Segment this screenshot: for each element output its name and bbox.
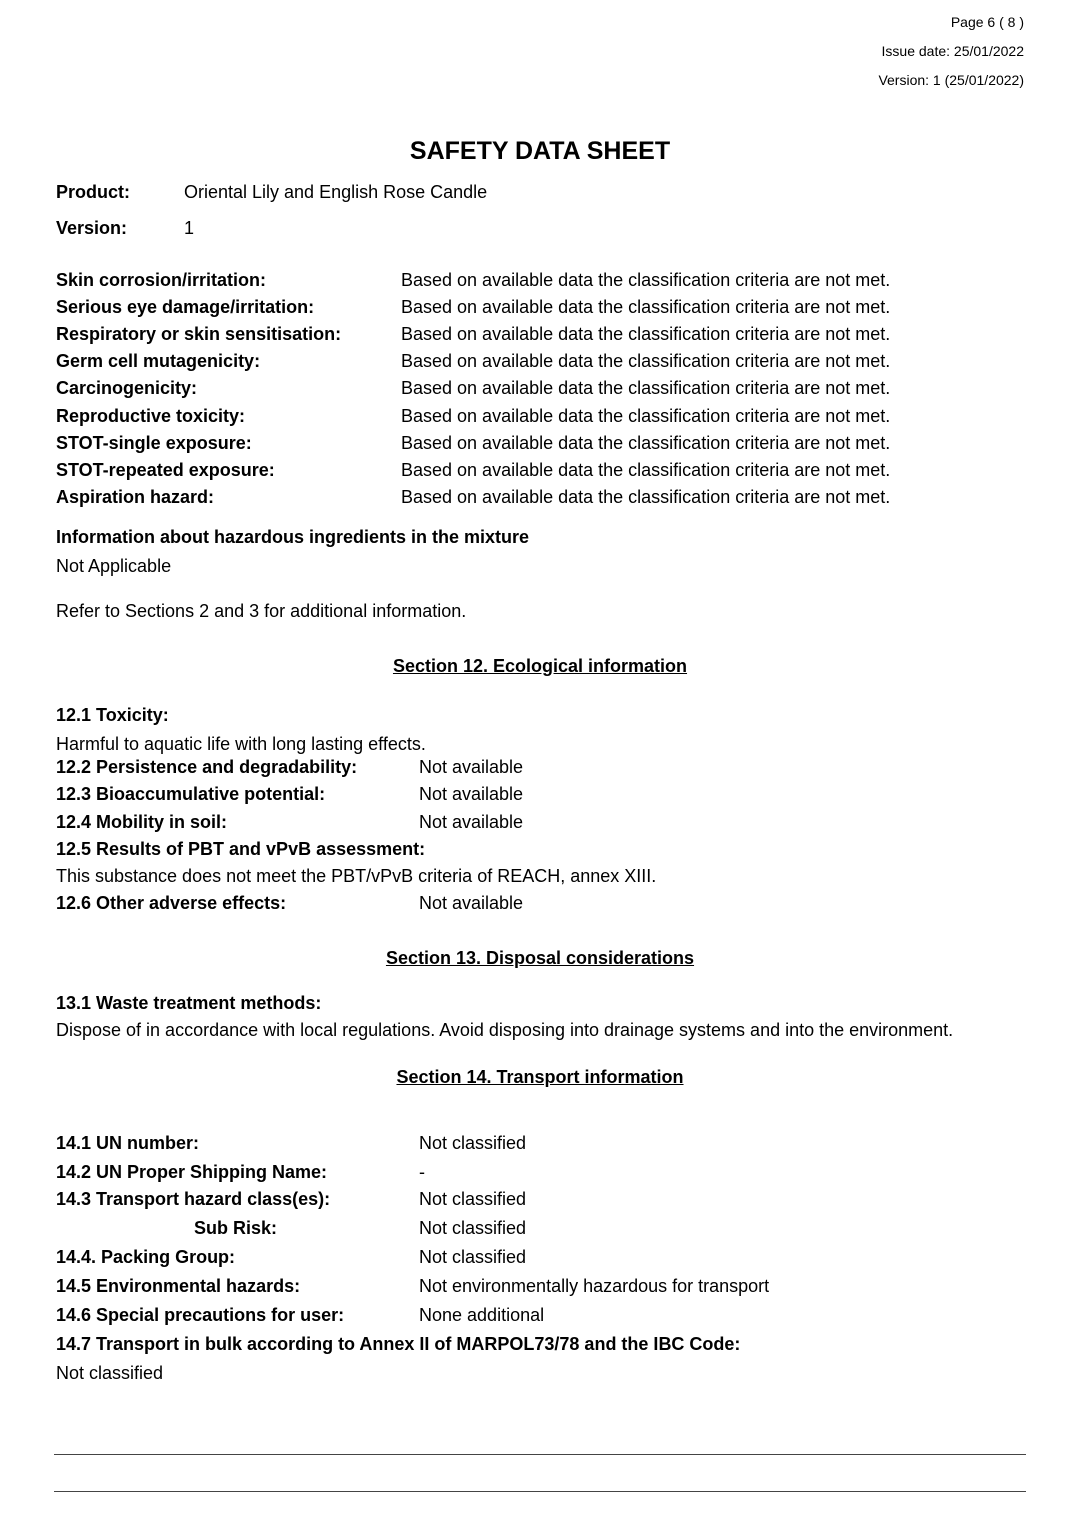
other-effects-value: Not available [419, 893, 524, 913]
tox-value: Based on available data the classification criteria are not met. [401, 406, 891, 426]
eco-value: Not available [419, 757, 524, 777]
tox-label: STOT-repeated exposure: [56, 460, 275, 480]
pbt-text: This substance does not meet the PBT/vPvB criteria of REACH, annex XIII. [56, 866, 657, 886]
tox-label: Skin corrosion/irritation: [56, 270, 267, 290]
eco-label: 12.3 Bioaccumulative potential: [56, 784, 326, 804]
eco-value: Not available [419, 784, 524, 804]
transport-label: 14.1 UN number: [56, 1133, 200, 1153]
tox-value: Based on available data the classification criteria are not met. [401, 433, 891, 453]
eco-label: 12.2 Persistence and degradability: [56, 757, 358, 777]
product-label: Product: [56, 182, 130, 202]
transport-label: 14.4. Packing Group: [56, 1247, 236, 1267]
tox-label: Serious eye damage/irritation: [56, 297, 315, 317]
waste-label: 13.1 Waste treatment methods: [56, 993, 322, 1013]
version-header: Version: 1 (25/01/2022) [878, 72, 1024, 88]
hazard-info-text: Not Applicable [56, 556, 172, 576]
toxicity-text: Harmful to aquatic life with long lasting effects. [56, 734, 426, 754]
product-value: Oriental Lily and English Rose Candle [184, 182, 488, 202]
transport-label: 14.3 Transport hazard class(es): [56, 1189, 331, 1209]
tox-label: Germ cell mutagenicity: [56, 351, 261, 371]
bulk-label: 14.7 Transport in bulk according to Annex II of MARPOL73/78 and the IBC Code: [56, 1334, 741, 1354]
transport-value: - [419, 1162, 425, 1182]
bulk-text: Not classified [56, 1363, 164, 1383]
transport-label: 14.5 Environmental hazards: [56, 1276, 301, 1296]
section-14-heading: Section 14. Transport information [396, 1067, 684, 1087]
pbt-label: 12.5 Results of PBT and vPvB assessment: [56, 839, 426, 859]
toxicity-label: 12.1 Toxicity: [56, 705, 169, 725]
transport-value: Not classified [419, 1218, 527, 1238]
eco-label: 12.4 Mobility in soil: [56, 812, 228, 832]
tox-value: Based on available data the classification criteria are not met. [401, 351, 891, 371]
tox-value: Based on available data the classification criteria are not met. [401, 487, 891, 507]
transport-value: Not classified [419, 1247, 527, 1267]
version-label: Version: [56, 218, 128, 238]
transport-value: Not classified [419, 1133, 527, 1153]
page-number: Page 6 ( 8 ) [950, 14, 1024, 30]
tox-label: Aspiration hazard: [56, 487, 215, 507]
tox-label: Respiratory or skin sensitisation: [56, 324, 342, 344]
tox-label: STOT-single exposure: [56, 433, 252, 453]
transport-label: Sub Risk: [194, 1218, 278, 1238]
issue-date: Issue date: 25/01/2022 [881, 43, 1024, 59]
transport-label: 14.2 UN Proper Shipping Name: [56, 1162, 328, 1182]
waste-text: Dispose of in accordance with local regulations. Avoid disposing into drainage systems and into the environment. [56, 1020, 954, 1040]
section-13-heading: Section 13. Disposal considerations [385, 948, 695, 968]
eco-value: Not available [419, 812, 524, 832]
transport-label: 14.6 Special precautions for user: [56, 1305, 345, 1325]
footer-rule-bottom [54, 1491, 1026, 1492]
refer-text: Refer to Sections 2 and 3 for additional information. [56, 601, 467, 621]
tox-value: Based on available data the classification criteria are not met. [401, 324, 891, 344]
tox-value: Based on available data the classification criteria are not met. [401, 270, 891, 290]
document-title: SAFETY DATA SHEET [409, 137, 671, 165]
tox-value: Based on available data the classification criteria are not met. [401, 460, 891, 480]
transport-value: Not classified [419, 1189, 527, 1209]
footer-rule-top [54, 1454, 1026, 1455]
tox-value: Based on available data the classification criteria are not met. [401, 378, 891, 398]
transport-value: Not environmentally hazardous for transport [419, 1276, 770, 1296]
tox-label: Carcinogenicity: [56, 378, 198, 398]
transport-value: None additional [419, 1305, 545, 1325]
version-value: 1 [184, 218, 195, 238]
other-effects-label: 12.6 Other adverse effects: [56, 893, 287, 913]
section-12-heading: Section 12. Ecological information [392, 656, 688, 676]
tox-value: Based on available data the classification criteria are not met. [401, 297, 891, 317]
hazard-info-heading: Information about hazardous ingredients in the mixture [56, 527, 530, 547]
tox-label: Reproductive toxicity: [56, 406, 246, 426]
